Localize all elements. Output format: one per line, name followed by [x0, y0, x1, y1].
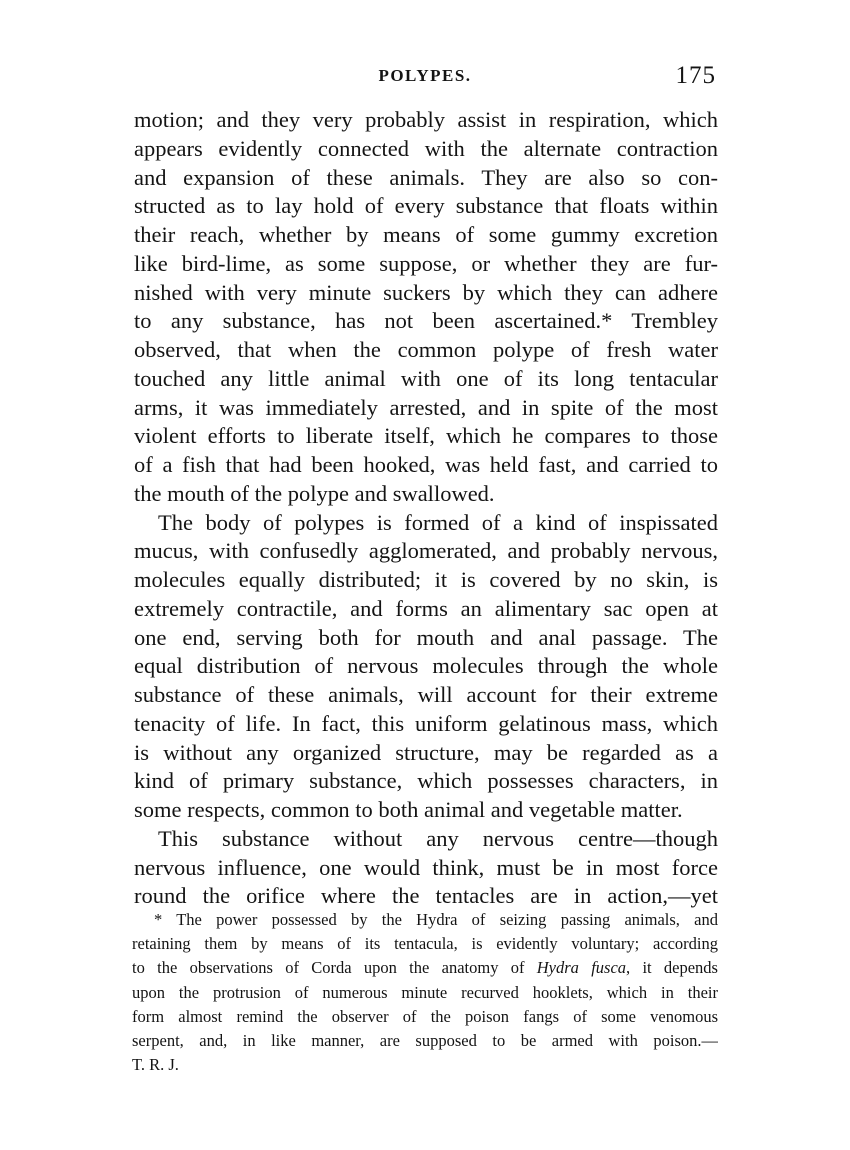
text-line: motion; and they very probably assist in respiration, which: [134, 107, 718, 132]
footnote-line: upon the protrusion of numerous minute recurved hooklets, which in their: [132, 982, 718, 1002]
text-line: some respects, common to both animal and vegetable matter.: [134, 797, 683, 822]
text-line: substance of these animals, will account for their extreme: [134, 682, 718, 707]
footnote-text: , it depends: [626, 958, 718, 978]
text-line: mucus, with confusedly agglomerated, and probably nervous,: [134, 538, 718, 564]
footnote-line: [132, 956, 718, 980]
text-line: nervous influence, one would think, must be in most force: [134, 854, 718, 880]
page-number: 175: [675, 62, 716, 89]
footnote-line: serpent, and, in like manner, are supposed to be armed with poison.—: [132, 1030, 718, 1050]
text-line: molecules equally distributed; it is covered by no skin, is: [134, 567, 718, 592]
text-line: violent efforts to liberate itself, which he compares to those: [134, 423, 718, 449]
text-line: This substance without any nervous centre—though: [158, 825, 718, 851]
species-name: Hydra fusca: [536, 958, 627, 978]
text-line: observed, that when the common polype of fresh water: [134, 337, 718, 362]
running-head: [134, 62, 716, 92]
text-line: equal distribution of nervous molecules through the whole: [134, 653, 718, 679]
text-line: kind of primary substance, which possesses characters, in: [134, 768, 718, 794]
text-line: touched any little animal with one of its long tentacular: [134, 365, 718, 391]
text-line: like bird-lime, as some suppose, or whether they are fur-: [134, 250, 718, 276]
text-line: The body of polypes is formed of a kind of inspissated: [158, 509, 718, 535]
text-line: and expansion of these animals. They are also so con-: [134, 164, 718, 190]
body-text: [134, 106, 718, 911]
footnote: [132, 908, 718, 1077]
text-line: appears evidently connected with the alternate contraction: [134, 135, 718, 161]
text-line: round the orifice where the tentacles are in action,—yet: [134, 883, 718, 909]
text-line: one end, serving both for mouth and anal passage. The: [134, 624, 718, 650]
text-line: arms, it was immediately arrested, and in spite of the most: [134, 394, 718, 420]
text-line: to any substance, has not been ascertained.* Trembley: [134, 308, 718, 334]
text-line: their reach, whether by means of some gummy excretion: [134, 222, 718, 247]
text-line: tenacity of life. In fact, this uniform gelatinous mass, which: [134, 710, 718, 736]
text-line: nished with very minute suckers by which they can adhere: [134, 279, 718, 305]
text-line: of a fish that had been hooked, was held fast, and carried to: [134, 452, 718, 477]
footnote-line: retaining them by means of its tentacula, is evidently voluntary; according: [132, 934, 718, 954]
footnote-signature: T. R. J.: [132, 1055, 179, 1075]
footnote-text: to the observations of Corda upon the anatomy of: [132, 958, 537, 978]
running-title: POLYPES.: [378, 66, 472, 85]
text-line: extremely contractile, and forms an alimentary sac open at: [134, 595, 718, 621]
text-line: is without any organized structure, may be regarded as a: [134, 739, 718, 765]
text-line: the mouth of the polype and swallowed.: [134, 480, 495, 506]
text-line: structed as to lay hold of every substance that floats within: [134, 193, 718, 219]
footnote-line: form almost remind the observer of the poison fangs of some venomous: [132, 1006, 718, 1026]
footnote-line: * The power possessed by the Hydra of seizing passing animals, and: [154, 910, 718, 929]
